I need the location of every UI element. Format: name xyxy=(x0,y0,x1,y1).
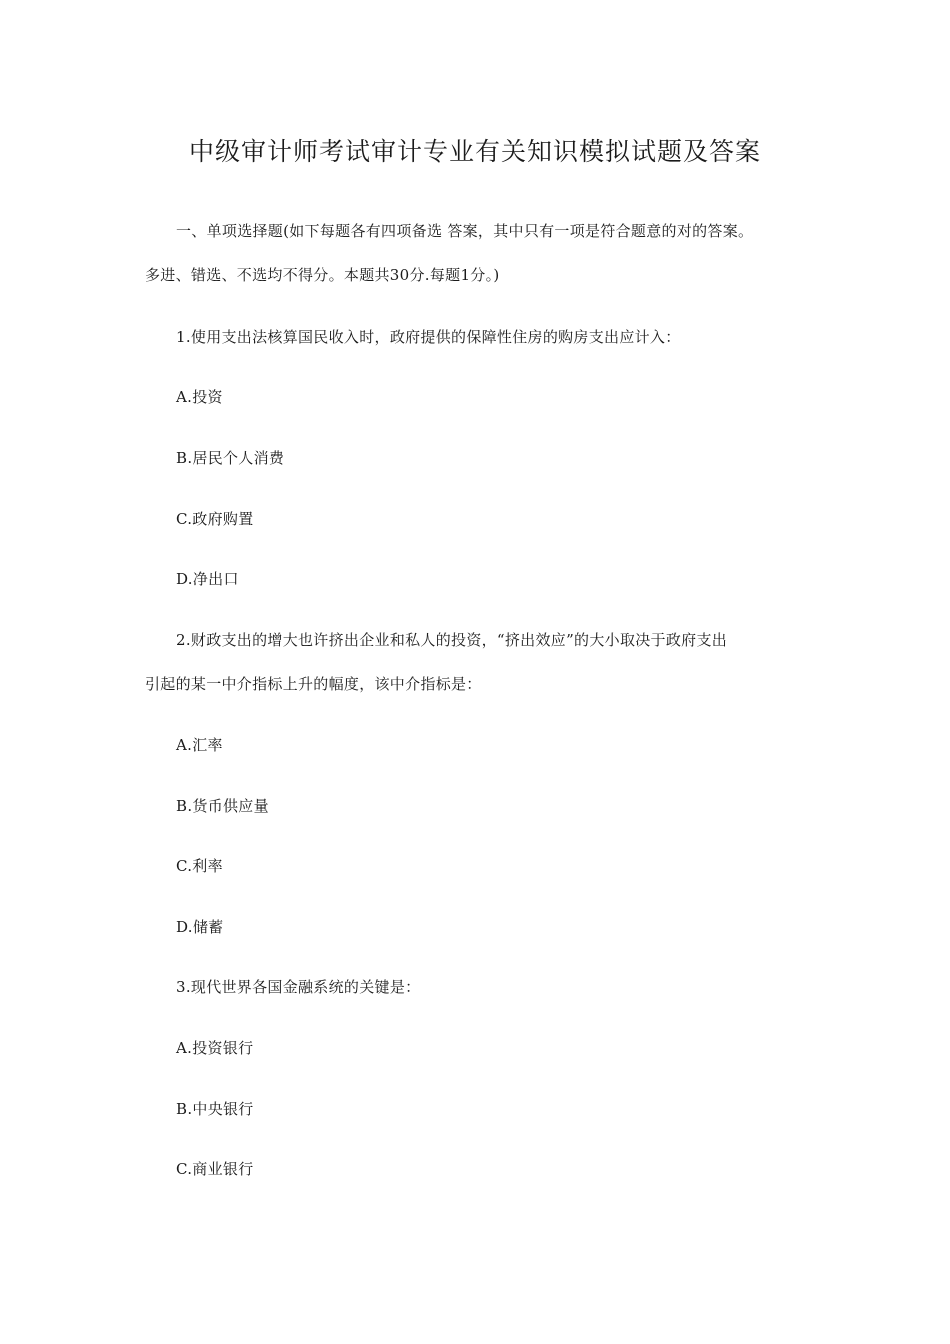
question-1-option-a: A.投资 xyxy=(176,388,223,406)
question-2-stem-line1: 2.财政支出的增大也许挤出企业和私人的投资，“挤出效应”的大小取决于政府支出 xyxy=(176,631,728,649)
question-3-option-a: A.投资银行 xyxy=(176,1039,254,1057)
question-1-option-c: C.政府购置 xyxy=(176,510,254,528)
section-heading-line1: 一、单项选择题(如下每题各有四项备选 答案，其中只有一项是符合题意的对的答案。 xyxy=(176,222,754,240)
question-3-stem: 3.现代世界各国金融系统的关键是： xyxy=(176,978,421,996)
question-2-option-d: D.储蓄 xyxy=(176,918,224,936)
question-3-option-c: C.商业银行 xyxy=(176,1160,254,1178)
section-heading-line2: 多进、错选、不选均不得分。本题共30分.每题1分。) xyxy=(145,266,500,284)
question-3-option-b: B.中央银行 xyxy=(176,1100,254,1118)
question-1-option-d: D.净出口 xyxy=(176,570,239,588)
question-2-option-c: C.利率 xyxy=(176,857,223,875)
question-2-option-a: A.汇率 xyxy=(176,736,223,754)
question-1-option-b: B.居民个人消费 xyxy=(176,449,285,467)
question-2-stem-line2: 引起的某一中介指标上升的幅度，该中介指标是： xyxy=(145,675,482,693)
document-title: 中级审计师考试审计专业有关知识模拟试题及答案 xyxy=(188,137,761,166)
question-1-stem: 1.使用支出法核算国民收入时，政府提供的保障性住房的购房支出应计入： xyxy=(176,328,681,346)
question-2-option-b: B.货币供应量 xyxy=(176,797,269,815)
